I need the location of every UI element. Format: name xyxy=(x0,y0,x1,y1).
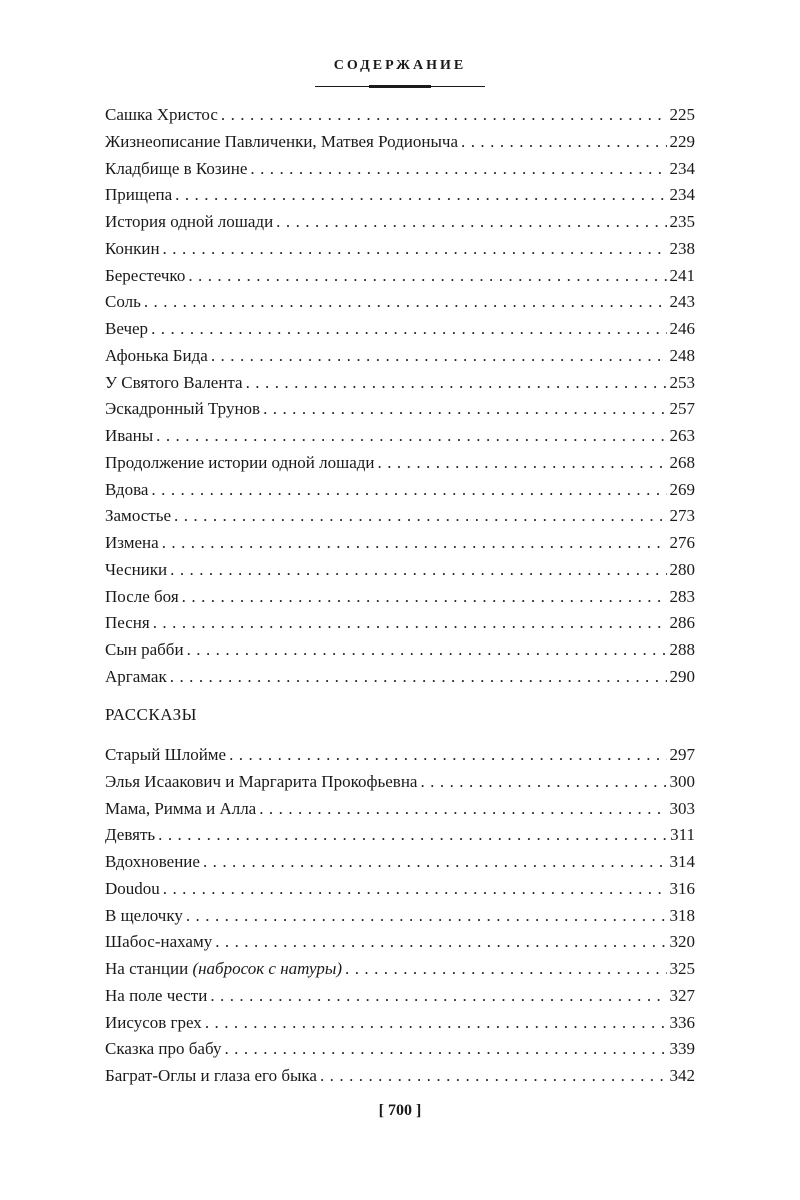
toc-entry xyxy=(105,236,695,263)
toc-entry-page: 311 xyxy=(670,825,695,845)
dot-leader xyxy=(151,316,666,343)
toc-entry-page: 257 xyxy=(669,399,695,419)
dot-leader xyxy=(203,849,667,876)
toc-entry-page: 235 xyxy=(669,212,695,231)
toc-entry-page: 318 xyxy=(669,905,695,925)
toc-entry-title-text: Мама, Римма и Алла xyxy=(105,798,257,818)
toc-entry-title-text: Жизнеописание Павличенки, Матвея Родионыча xyxy=(105,131,459,151)
toc-entry-page: 297 xyxy=(669,745,695,764)
dot-leader xyxy=(250,156,666,183)
dot-leader xyxy=(263,396,666,423)
toc-entry-title-text: Конкин xyxy=(105,238,160,258)
dot-leader xyxy=(144,289,667,316)
dot-leader xyxy=(175,182,666,209)
toc-entry-title xyxy=(105,316,148,343)
toc-entry-page: 286 xyxy=(669,613,695,633)
dot-leader xyxy=(210,983,666,1010)
toc-entry-title-text: Баграт-Оглы и глаза его быка xyxy=(105,1066,317,1085)
toc-entry-title xyxy=(105,664,167,691)
dot-leader xyxy=(170,557,666,584)
toc-entry-title xyxy=(105,637,184,664)
toc-entry-title xyxy=(105,956,342,983)
toc-entry xyxy=(105,929,695,956)
toc-entry-page: 248 xyxy=(669,345,695,365)
toc-entry-title-text: Соль xyxy=(105,292,141,312)
dot-leader xyxy=(153,610,667,637)
toc-entry xyxy=(105,584,695,611)
toc-entry-title-text: История одной лошади xyxy=(105,212,274,231)
toc-entry-title xyxy=(105,769,417,796)
toc-entry-page: 280 xyxy=(669,559,695,579)
toc-entry xyxy=(105,876,695,903)
toc-entry-title xyxy=(105,263,185,290)
toc-entry xyxy=(105,557,695,584)
toc-entry-title-text: Измена xyxy=(105,533,159,552)
toc-entry-title-text: Замостье xyxy=(105,506,172,526)
dot-leader xyxy=(215,929,666,956)
dot-leader xyxy=(205,1010,667,1037)
toc-entry-title xyxy=(105,370,243,397)
toc-entry-title-text: Берестечко xyxy=(105,265,186,285)
toc-entry-title-text: У Святого Валента xyxy=(105,372,243,392)
toc-entry-page: 229 xyxy=(669,131,695,151)
toc-entry-page: 303 xyxy=(669,798,695,818)
toc-entry-title xyxy=(105,849,200,876)
toc-entry-page: 290 xyxy=(669,666,695,686)
toc-entry-title-text: Песня xyxy=(105,613,150,633)
toc-entry xyxy=(105,849,695,876)
toc-entry-page: 243 xyxy=(669,292,695,312)
toc-entry-title-text: В щелочку xyxy=(105,905,183,925)
toc-entry-title xyxy=(105,903,183,930)
toc-entry-page: 238 xyxy=(669,238,695,258)
toc-entry-title xyxy=(105,236,160,263)
dot-leader xyxy=(229,742,666,769)
dot-leader xyxy=(156,423,666,450)
toc-entry-title-text: Иваны xyxy=(105,426,154,445)
header-rule-accent xyxy=(369,85,431,88)
toc-entry-page: 234 xyxy=(669,185,695,205)
toc-entry-title-text: Сын рабби xyxy=(105,640,184,659)
toc-entry-page: 276 xyxy=(669,533,695,552)
toc-entry-title-text: Doudou xyxy=(105,878,160,898)
dot-leader xyxy=(186,903,667,930)
toc-entry-title-text: Чесники xyxy=(105,559,168,579)
toc-entry-page: 325 xyxy=(669,959,695,978)
toc-entry xyxy=(105,983,695,1010)
toc-entry-title xyxy=(105,796,256,823)
dot-leader xyxy=(170,664,667,691)
dot-leader xyxy=(162,530,667,557)
toc-entry-page: 314 xyxy=(669,852,695,871)
toc-entry-page: 246 xyxy=(669,319,695,338)
dot-leader xyxy=(320,1063,667,1090)
toc-entry xyxy=(105,637,695,664)
toc-entry xyxy=(105,903,695,930)
toc-entry-title-text: Вечер xyxy=(105,319,149,338)
toc-entry-title-text: Сашка Христос xyxy=(105,105,218,124)
toc-entry-title xyxy=(105,450,375,477)
toc-entry-title xyxy=(105,129,458,156)
toc-entry xyxy=(105,156,695,183)
dot-leader xyxy=(187,637,667,664)
dot-leader xyxy=(276,209,666,236)
toc-entry xyxy=(105,102,695,129)
dot-leader xyxy=(345,956,667,983)
toc-entry xyxy=(105,343,695,370)
toc-entry-title xyxy=(105,876,160,903)
toc-entry-title-text: Девять xyxy=(105,825,156,845)
toc-entry-page: 273 xyxy=(669,506,695,526)
toc-entry-page: 241 xyxy=(669,265,695,285)
toc-entry-title xyxy=(105,182,172,209)
toc-entry xyxy=(105,423,695,450)
dot-leader xyxy=(182,584,667,611)
toc-entry xyxy=(105,263,695,290)
toc-entry-title xyxy=(105,557,167,584)
toc-entry-title-text: Шабос-нахаму xyxy=(105,932,213,952)
toc-entry-title xyxy=(105,929,212,956)
toc-entry xyxy=(105,370,695,397)
dot-leader xyxy=(224,1036,666,1063)
toc-entry-title xyxy=(105,1010,202,1037)
toc-entry-title-text: После боя xyxy=(105,586,179,606)
toc-entry-title-text: Элья Исаакович и Маргарита Прокофьевна xyxy=(105,771,418,791)
toc-entry-title-text: Продолжение истории одной лошади xyxy=(105,452,375,472)
toc-entry-title xyxy=(105,983,207,1010)
toc-entry-title xyxy=(105,1036,221,1063)
page-number: [ 700 ] xyxy=(378,1102,422,1119)
dot-leader xyxy=(151,477,666,504)
toc-entry-title-text: Старый Шлойме xyxy=(105,745,227,764)
toc-entry xyxy=(105,1036,695,1063)
dot-leader xyxy=(246,370,667,397)
toc-entry xyxy=(105,796,695,823)
toc-entry-page: 342 xyxy=(669,1066,695,1085)
toc-entry-subtitle: (набросок с натуры) xyxy=(192,959,342,978)
toc-entry-title xyxy=(105,530,159,557)
dot-leader xyxy=(163,876,667,903)
toc-entry xyxy=(105,396,695,423)
toc-entry-page: 269 xyxy=(669,479,695,499)
dot-leader xyxy=(188,263,666,290)
toc-entry-title-text: Кладбище в Козине xyxy=(105,158,248,178)
toc-entry-title xyxy=(105,503,171,530)
toc-entry-page: 327 xyxy=(669,985,695,1005)
toc-entry xyxy=(105,182,695,209)
toc-entry xyxy=(105,1010,695,1037)
toc-entry xyxy=(105,530,695,557)
toc-entry xyxy=(105,503,695,530)
toc-entry-title xyxy=(105,209,273,236)
toc-entry xyxy=(105,450,695,477)
toc-entry-title-text: Эскадронный Трунов xyxy=(105,399,261,419)
toc-entry-page: 225 xyxy=(669,105,695,124)
toc-list-part2 xyxy=(105,742,695,1090)
toc-entry-title xyxy=(105,584,179,611)
toc-entry-title xyxy=(105,822,155,849)
toc-entry xyxy=(105,289,695,316)
section-heading: РАССКАЗЫ xyxy=(105,705,197,724)
toc-entry-title-text: Прищепа xyxy=(105,185,173,205)
toc-entry-title xyxy=(105,156,247,183)
toc-entry-page: 283 xyxy=(669,586,695,606)
toc-entry xyxy=(105,769,695,796)
toc-entry-title-text: Иисусов грех xyxy=(105,1012,202,1032)
toc-entry xyxy=(105,664,695,691)
toc-entry xyxy=(105,209,695,236)
toc-entry xyxy=(105,956,695,983)
toc-entry xyxy=(105,742,695,769)
toc-entry-title xyxy=(105,102,218,129)
toc-entry xyxy=(105,316,695,343)
toc-entry-title-text: Вдохновение xyxy=(105,852,200,871)
toc-entry xyxy=(105,610,695,637)
toc-entry xyxy=(105,1063,695,1090)
page-header: СОДЕРЖАНИЕ xyxy=(333,58,467,73)
toc-entry-title xyxy=(105,477,148,504)
toc-entry-title-text: Сказка про бабу xyxy=(105,1039,222,1059)
dot-leader xyxy=(378,450,667,477)
toc-entry-page: 268 xyxy=(669,452,695,472)
dot-leader xyxy=(420,769,666,796)
dot-leader xyxy=(221,102,667,129)
toc-entry-page: 263 xyxy=(669,426,695,445)
dot-leader xyxy=(158,822,667,849)
toc-entry-title xyxy=(105,610,150,637)
dot-leader xyxy=(461,129,666,156)
toc-entry-page: 336 xyxy=(669,1012,695,1032)
toc-entry xyxy=(105,822,695,849)
toc-entry-title xyxy=(105,423,153,450)
toc-entry-page: 339 xyxy=(669,1039,695,1059)
toc-entry-title xyxy=(105,742,226,769)
dot-leader xyxy=(211,343,667,370)
toc-entry-title xyxy=(105,1063,317,1090)
toc-entry-title-text: Аргамак xyxy=(105,666,167,686)
toc-entry-title xyxy=(105,396,260,423)
toc-entry-title xyxy=(105,289,141,316)
dot-leader xyxy=(163,236,667,263)
toc-entry-title-text: Вдова xyxy=(105,479,149,499)
dot-leader xyxy=(174,503,666,530)
dot-leader xyxy=(259,796,666,823)
toc-entry-title-text: Афонька Бида xyxy=(105,345,208,365)
toc-entry-page: 288 xyxy=(669,640,695,659)
toc-entry xyxy=(105,477,695,504)
toc-entry-page: 300 xyxy=(669,771,695,791)
toc-entry-page: 316 xyxy=(669,878,695,898)
toc-entry-page: 320 xyxy=(669,932,695,952)
toc-list-part1 xyxy=(105,102,695,691)
toc-entry-title-text: На станции xyxy=(105,959,189,978)
toc-entry-page: 253 xyxy=(669,372,695,392)
toc-entry-title xyxy=(105,343,208,370)
toc-entry-title-text: На поле чести xyxy=(105,985,208,1005)
toc-entry-page: 234 xyxy=(669,158,695,178)
toc-entry xyxy=(105,129,695,156)
